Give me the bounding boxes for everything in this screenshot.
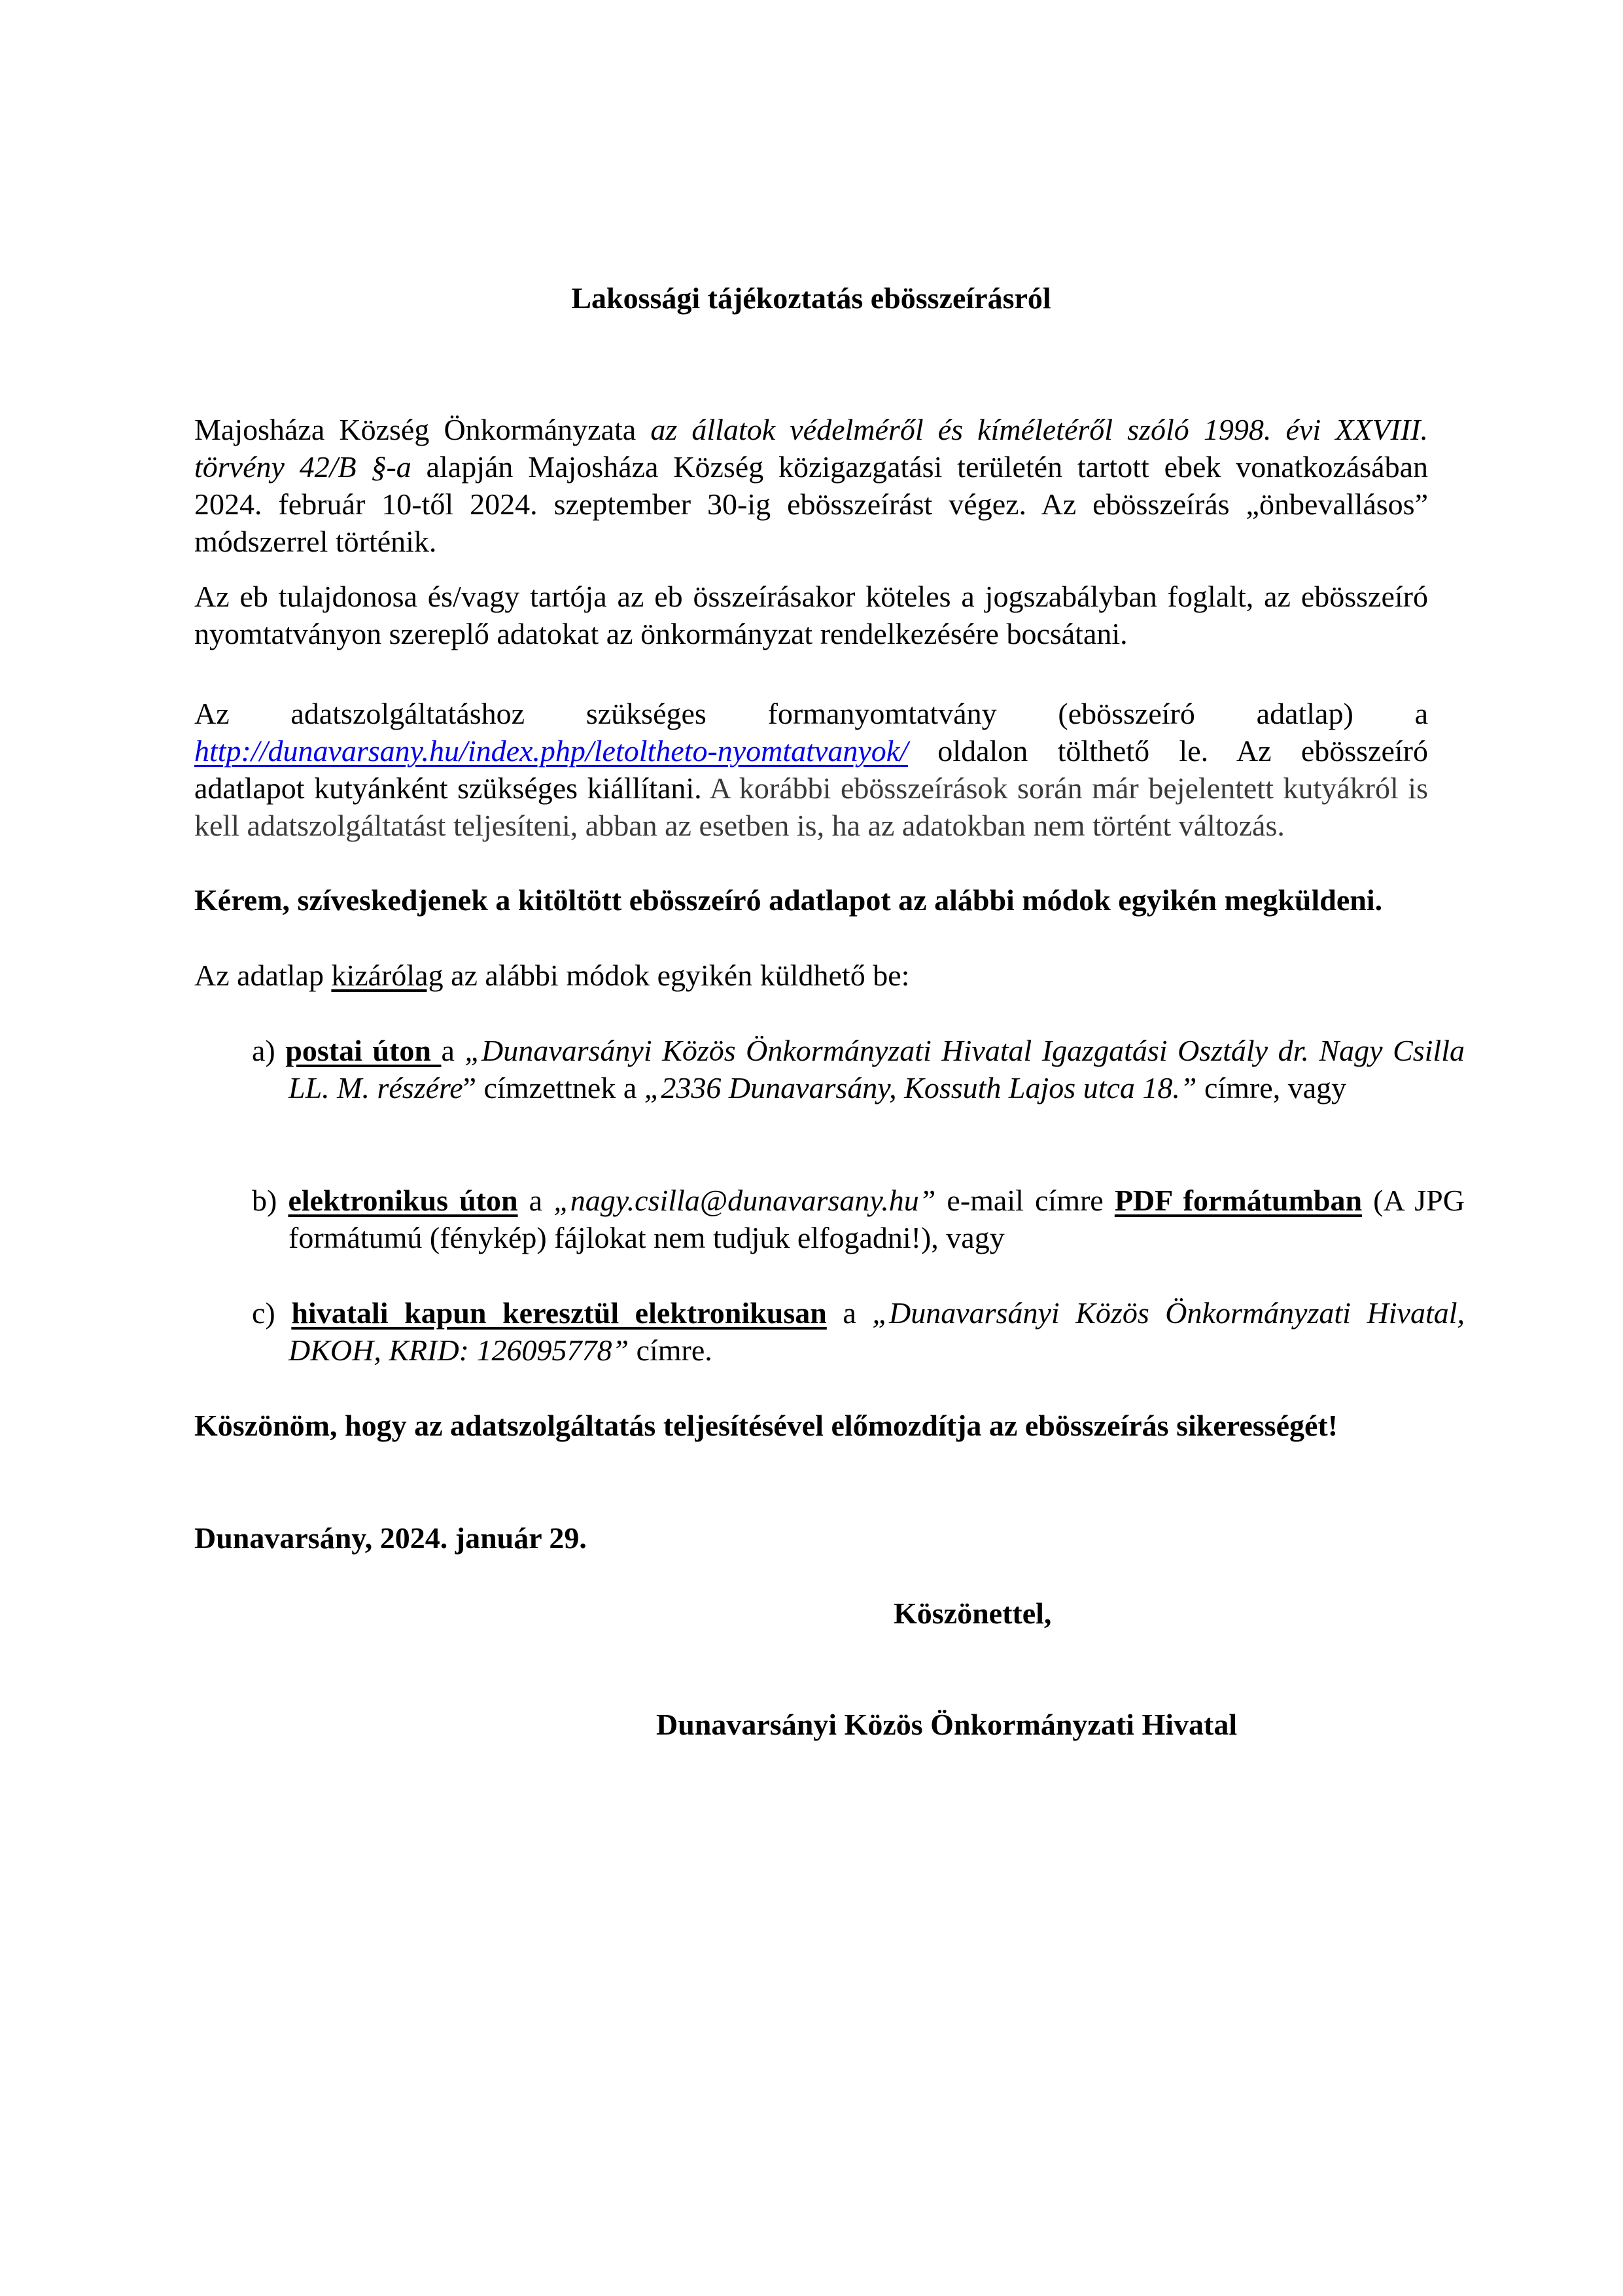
- intro-rest: alapján Majosháza Község közigazgatási területén tartott ebek vonatkozásában 2024. február 10-től 2024. szeptember 30-ig ebösszeírást végez. Az ebösszeírás „önbevallásos” módszerrel történik.: [194, 450, 1428, 558]
- recipient-name: „Dunavarsányi Közös Önkormányzati Hivatal Igazgatási Osztály dr. Nagy Csilla LL. M. részére: [288, 1034, 1465, 1104]
- method-postal: [252, 1032, 1465, 1106]
- postal-address: „2336 Dunavarsány, Kossuth Lajos utca 18.”: [644, 1071, 1197, 1104]
- method-label: elektronikus úton: [288, 1184, 518, 1217]
- method-text: a: [441, 1034, 465, 1067]
- method-text: a: [517, 1184, 554, 1217]
- submission-rest: az alábbi módok egyikén küldhető be:: [443, 959, 910, 992]
- closing-line: Köszönettel,: [894, 1597, 1052, 1630]
- request-paragraph: Kérem, szíveskedjenek a kitöltött ebösszeíró adatlapot az alábbi módok egyikén megküldeni.: [194, 883, 1383, 917]
- owner-obligation-paragraph: Az eb tulajdonosa és/vagy tartója az eb összeírásakor köteles a jogszabályban foglalt, az ebösszeíró nyomtatványon szereplő adatokat az önkormányzat rendelkezésére bocsátani.: [194, 580, 1428, 650]
- form-download-paragraph: [194, 695, 1428, 844]
- method-marker: b): [252, 1184, 277, 1217]
- intro-lead: Majosháza Község Önkormányzata: [194, 413, 651, 446]
- method-electronic: [252, 1182, 1465, 1256]
- email-address: „nagy.csilla@dunavarsany.hu”: [553, 1184, 936, 1217]
- pdf-format-label: PDF formátumban: [1114, 1184, 1363, 1217]
- method-text: e-mail címre: [935, 1184, 1115, 1217]
- method-label: hivatali kapun keresztül elektronikusan: [291, 1296, 827, 1330]
- method-office-gateway: [252, 1294, 1465, 1369]
- intro-paragraph: [194, 411, 1428, 560]
- exclusively-underlined: kizárólag: [331, 959, 444, 992]
- method-text: címre.: [629, 1333, 712, 1367]
- date-line: Dunavarsány, 2024. január 29.: [194, 1521, 587, 1555]
- gateway-address: „Dunavarsányi Közös Önkormányzati Hivatal, DKOH, KRID: 126095778”: [288, 1296, 1465, 1367]
- method-marker: a): [252, 1034, 275, 1067]
- form-after-link: oldalon tölthető le. Az ebösszeíró adatlapot kutyánként szükséges kiállítani.: [194, 734, 1428, 805]
- submission-intro: [194, 957, 1428, 994]
- method-label: postai úton: [285, 1034, 442, 1067]
- signature: Dunavarsányi Közös Önkormányzati Hivatal: [656, 1708, 1238, 1741]
- method-text: a: [826, 1296, 873, 1330]
- law-reference: az állatok védelméről és kíméletéről szóló 1998. évi XXVIII. törvény 42/B §-a: [194, 413, 1428, 484]
- method-text: címre, vagy: [1196, 1071, 1347, 1104]
- form-lead: Az adatszolgáltatáshoz szükséges formanyomtatvány (ebösszeíró adatlap) a: [194, 697, 1428, 730]
- previous-registration-note: A korábbi ebösszeírások során már bejelentett kutyákról is kell adatszolgáltatást teljesíteni, abban az esetben is, ha az adatokban nem történt változás.: [194, 771, 1428, 842]
- form-download-link[interactable]: http://dunavarsany.hu/index.php/letoltheto-nyomtatvanyok/: [194, 734, 908, 768]
- thanks-paragraph: Köszönöm, hogy az adatszolgáltatás teljesítésével előmozdítja az ebösszeírás sikerességét!: [194, 1409, 1338, 1442]
- method-text: (A JPG formátumú (fénykép) fájlokat nem tudjuk elfogadni!), vagy: [288, 1184, 1465, 1254]
- method-marker: c): [252, 1296, 275, 1330]
- document-title: Lakossági tájékoztatás ebösszeírásról: [571, 281, 1051, 315]
- method-text: ” címzettnek a: [462, 1071, 644, 1104]
- submission-lead: Az adatlap: [194, 959, 332, 992]
